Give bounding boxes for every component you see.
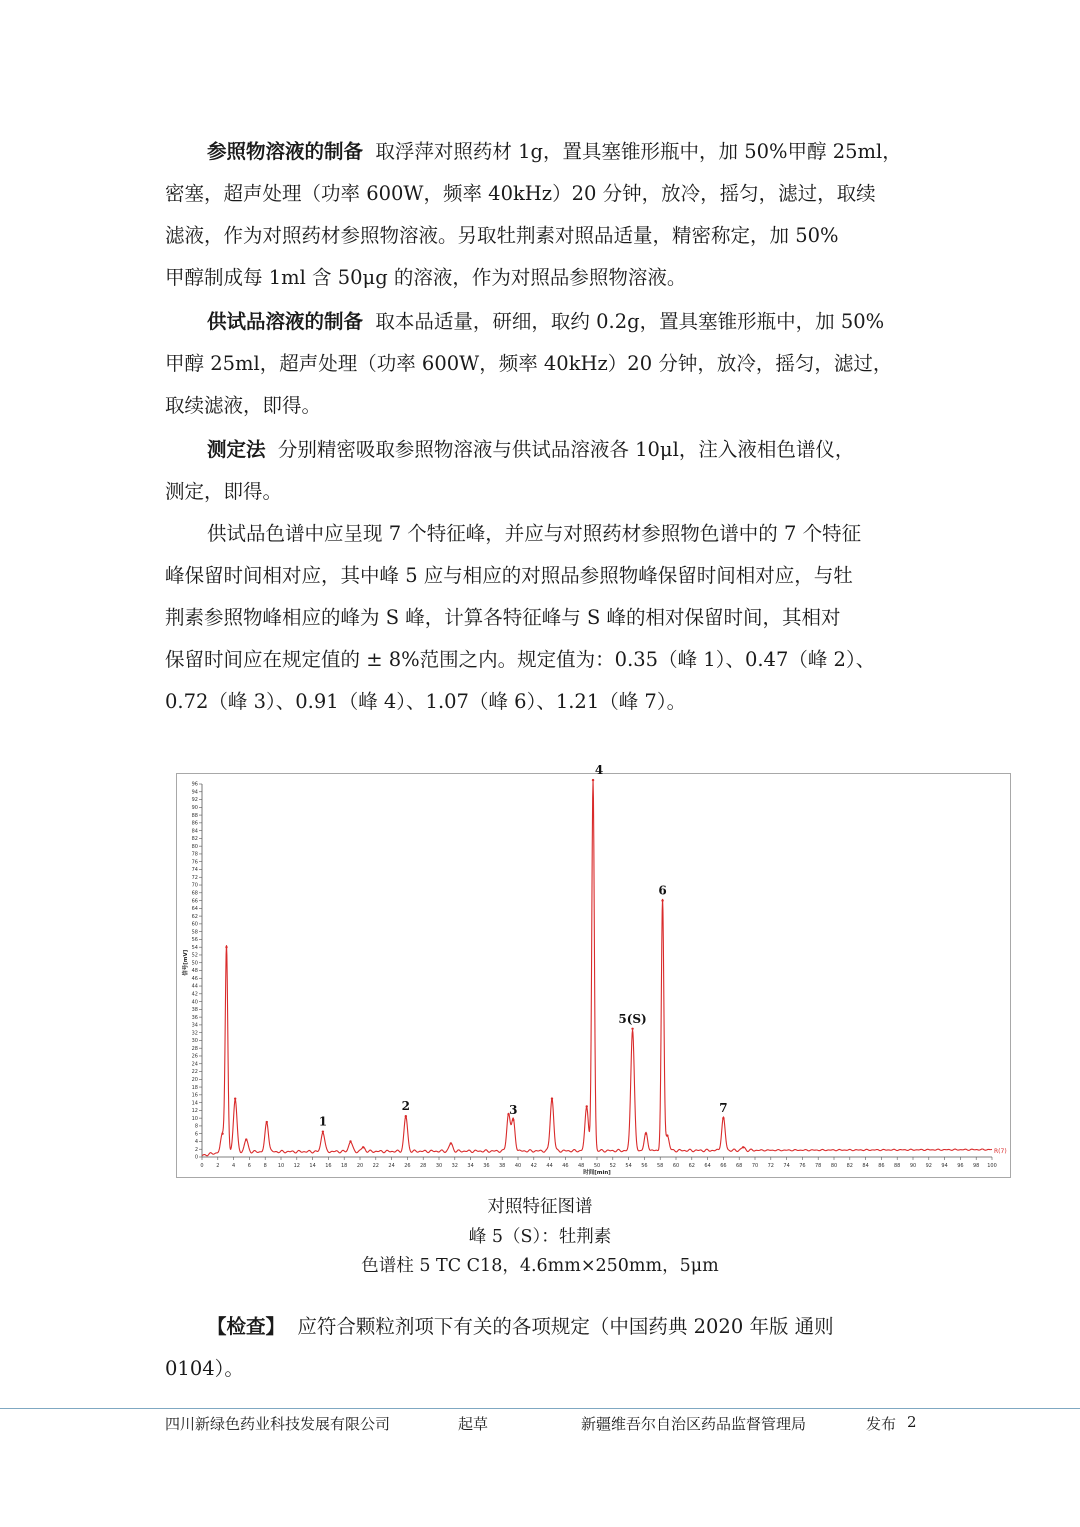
- y-tick-label: 94: [191, 789, 198, 796]
- x-tick-label: 56: [641, 1163, 648, 1169]
- x-tick-label: 18: [341, 1163, 348, 1169]
- x-tick-label: 22: [372, 1163, 379, 1169]
- peak-marker: [450, 1142, 452, 1144]
- x-tick-label: 52: [609, 1163, 616, 1169]
- x-tick-label: 34: [467, 1163, 474, 1169]
- method-heading: 测定法: [207, 438, 266, 461]
- x-tick-label: 66: [720, 1163, 727, 1169]
- para-line: 滤液，作为对照药材参照物溶液。另取牡荆素对照品适量，精密称定，加 50%: [165, 224, 839, 247]
- peak-marker: [645, 1132, 647, 1134]
- x-tick-label: 76: [799, 1163, 806, 1169]
- x-tick-label: 38: [499, 1163, 506, 1169]
- para-line: 取本品适量，研细，取约 0.2g，置具塞锥形瓶中，加 50%: [375, 310, 885, 333]
- ref-solution-paragraph: [165, 131, 917, 299]
- peak-label: 1: [318, 1114, 328, 1129]
- para-line: 取续滤液，即得。: [165, 394, 322, 417]
- footer-publisher: 新疆维吾尔自治区药品监督管理局: [581, 1415, 807, 1433]
- peak-marker: [592, 779, 594, 781]
- y-tick-label: 66: [191, 898, 198, 905]
- x-tick-label: 80: [830, 1163, 838, 1169]
- y-tick-label: 20: [191, 1076, 198, 1083]
- y-tick-label: 40: [191, 999, 198, 1006]
- footer-divider: [0, 1408, 1080, 1409]
- x-tick-label: 90: [909, 1163, 917, 1169]
- x-tick-label: 64: [704, 1163, 711, 1169]
- peak-marker: [661, 899, 663, 901]
- y-tick-label: 50: [191, 960, 198, 967]
- chromatogram-figure: [176, 763, 1011, 1178]
- x-tick-label: 14: [309, 1163, 316, 1169]
- x-tick-label: 54: [625, 1163, 632, 1169]
- x-tick-label: 10: [277, 1163, 285, 1169]
- x-tick-label: 100: [987, 1163, 997, 1169]
- x-tick-label: 92: [925, 1163, 932, 1169]
- y-tick-label: 82: [191, 836, 198, 843]
- x-tick-label: 84: [862, 1163, 869, 1169]
- chromatogram-trace: [202, 780, 992, 1156]
- y-tick-label: 42: [191, 991, 198, 998]
- x-tick-label: 70: [751, 1163, 759, 1169]
- x-tick-label: 24: [388, 1163, 395, 1169]
- peak-marker: [362, 1146, 364, 1148]
- peak-label: 3: [509, 1103, 518, 1118]
- y-tick-label: 90: [191, 805, 198, 812]
- para-line: 应符合颗粒剂项下有关的各项规定（中国药典 2020 年版 通则: [297, 1315, 834, 1338]
- y-tick-label: 72: [191, 874, 198, 881]
- chromatogram-chart: [177, 763, 1010, 1177]
- y-tick-label: 28: [191, 1045, 198, 1052]
- peak-marker: [722, 1117, 724, 1119]
- inspection-paragraph: [165, 1306, 917, 1390]
- peak-marker: [266, 1121, 268, 1123]
- x-tick-label: 42: [530, 1163, 537, 1169]
- y-tick-label: 10: [191, 1115, 198, 1122]
- series-label: R(7): [994, 1148, 1007, 1156]
- para-line: 分别精密吸取参照物溶液与供试品溶液各 10μl，注入液相色谱仪，: [277, 438, 855, 461]
- para-line: 供试品色谱中应呈现 7 个特征峰，并应与对照药材参照物色谱中的 7 个特征: [207, 522, 862, 545]
- para-line: 荆素参照物峰相应的峰为 S 峰，计算各特征峰与 S 峰的相对保留时间，其相对: [165, 606, 841, 629]
- y-tick-label: 2: [194, 1146, 198, 1153]
- para-line: 取浮萍对照药材 1g，置具塞锥形瓶中，加 50%甲醇 25ml，: [375, 140, 902, 163]
- x-tick-label: 44: [546, 1163, 553, 1169]
- y-tick-label: 4: [194, 1139, 198, 1146]
- x-tick-label: 0: [200, 1163, 204, 1169]
- y-tick-label: 38: [191, 1007, 198, 1014]
- requirement-paragraph: [165, 513, 917, 723]
- peak-marker: [631, 1028, 633, 1030]
- peak-marker: [551, 1098, 553, 1100]
- x-tick-label: 6: [247, 1163, 251, 1169]
- y-tick-label: 74: [191, 867, 198, 874]
- footer-drafter-role: 起草: [458, 1415, 489, 1433]
- test-solution-paragraph: [165, 301, 917, 427]
- y-tick-label: 60: [191, 921, 198, 928]
- x-tick-label: 62: [688, 1163, 695, 1169]
- x-axis-label: 时间[min]: [583, 1170, 611, 1176]
- peak-marker: [586, 1105, 588, 1107]
- figure-title: 对照特征图谱: [487, 1197, 593, 1217]
- y-tick-label: 70: [191, 882, 198, 889]
- x-tick-label: 78: [815, 1163, 822, 1169]
- peak-label: 4: [594, 763, 604, 778]
- y-tick-label: 0: [194, 1154, 198, 1161]
- peak-marker: [349, 1140, 351, 1142]
- para-line: 密塞，超声处理（功率 600W，频率 40kHz）20 分钟，放冷，摇匀，滤过，取续: [165, 182, 876, 205]
- y-tick-label: 52: [191, 952, 198, 959]
- x-tick-label: 30: [435, 1163, 443, 1169]
- x-tick-label: 2: [216, 1163, 220, 1169]
- inspection-heading: 【检查】: [207, 1315, 286, 1338]
- peak-marker: [405, 1115, 407, 1117]
- ref-solution-heading: 参照物溶液的制备: [207, 140, 364, 163]
- x-tick-label: 82: [846, 1163, 853, 1169]
- y-tick-label: 34: [191, 1022, 198, 1029]
- x-tick-label: 72: [767, 1163, 774, 1169]
- para-line: 峰保留时间相对应，其中峰 5 应与相应的对照品参照物峰保留时间相对应，与牡: [165, 564, 853, 587]
- peak-label: 5(S): [618, 1011, 647, 1026]
- x-tick-label: 46: [562, 1163, 569, 1169]
- x-tick-label: 28: [420, 1163, 427, 1169]
- footer-publisher-role: 发布: [866, 1415, 897, 1433]
- x-tick-label: 94: [941, 1163, 948, 1169]
- y-tick-label: 6: [194, 1131, 198, 1138]
- y-tick-label: 78: [191, 851, 198, 858]
- x-tick-label: 68: [736, 1163, 743, 1169]
- y-tick-label: 26: [191, 1053, 198, 1060]
- para-line: 甲醇制成每 1ml 含 50μg 的溶液，作为对照品参照物溶液。: [165, 266, 687, 289]
- peak-marker: [512, 1119, 514, 1121]
- x-tick-label: 16: [325, 1163, 332, 1169]
- x-tick-label: 36: [483, 1163, 490, 1169]
- peak-marker: [234, 1098, 236, 1100]
- para-line: 0104）。: [165, 1357, 244, 1380]
- y-tick-label: 8: [194, 1123, 198, 1130]
- y-tick-label: 14: [191, 1100, 198, 1107]
- para-line: 0.72（峰 3）、0.91（峰 4）、1.07（峰 6）、1.21（峰 7）。: [165, 690, 687, 713]
- x-tick-label: 96: [957, 1163, 964, 1169]
- x-tick-label: 86: [878, 1163, 885, 1169]
- x-tick-label: 26: [404, 1163, 411, 1169]
- peak-marker: [225, 946, 227, 948]
- y-tick-label: 92: [191, 797, 198, 804]
- x-tick-label: 74: [783, 1163, 790, 1169]
- y-tick-label: 64: [191, 906, 198, 913]
- peak-marker: [245, 1138, 247, 1140]
- peak-marker: [221, 1132, 223, 1134]
- x-tick-label: 20: [356, 1163, 364, 1169]
- method-paragraph: [165, 429, 917, 513]
- y-tick-label: 86: [191, 820, 198, 827]
- peak-marker: [742, 1146, 744, 1148]
- y-tick-label: 48: [191, 968, 198, 975]
- test-solution-heading: 供试品溶液的制备: [207, 310, 364, 333]
- figure-column-note: 色谱柱 5 TC C18，4.6mm×250mm，5μm: [361, 1256, 719, 1276]
- x-tick-label: 98: [973, 1163, 980, 1169]
- x-tick-label: 4: [232, 1163, 236, 1169]
- para-line: 甲醇 25ml，超声处理（功率 600W，频率 40kHz）20 分钟，放冷，摇匀，滤过，: [165, 352, 893, 375]
- peak-marker: [322, 1131, 324, 1133]
- para-line: 保留时间应在规定值的 ± 8%范围之内。规定值为：0.35（峰 1）、0.47（峰 2）、: [165, 648, 876, 671]
- y-tick-label: 58: [191, 929, 198, 936]
- y-tick-label: 88: [191, 812, 198, 819]
- y-tick-label: 62: [191, 913, 198, 920]
- y-tick-label: 84: [191, 828, 198, 835]
- x-tick-label: 48: [578, 1163, 585, 1169]
- x-tick-label: 12: [293, 1163, 300, 1169]
- peak-marker: [666, 1134, 668, 1136]
- y-tick-label: 36: [191, 1014, 198, 1021]
- y-tick-label: 68: [191, 890, 198, 897]
- x-tick-label: 40: [514, 1163, 522, 1169]
- figure-peak-note: 峰 5（S）：牡荆素: [468, 1227, 612, 1247]
- y-tick-label: 76: [191, 859, 198, 866]
- x-tick-label: 88: [894, 1163, 901, 1169]
- para-line: 测定，即得。: [165, 480, 283, 503]
- x-tick-label: 8: [263, 1163, 267, 1169]
- y-tick-label: 54: [191, 944, 198, 951]
- y-tick-label: 30: [191, 1038, 198, 1045]
- x-tick-label: 60: [672, 1163, 680, 1169]
- y-axis-label: 信号[mV]: [183, 949, 189, 976]
- x-tick-label: 50: [593, 1163, 601, 1169]
- x-tick-label: 32: [451, 1163, 458, 1169]
- y-tick-label: 80: [191, 843, 198, 850]
- y-tick-label: 16: [191, 1092, 198, 1099]
- peak-label: 7: [719, 1101, 728, 1116]
- y-tick-label: 56: [191, 937, 198, 944]
- footer-drafter: 四川新绿色药业科技发展有限公司: [165, 1415, 391, 1433]
- peak-label: 6: [658, 883, 667, 898]
- y-tick-label: 46: [191, 975, 198, 982]
- y-tick-label: 96: [191, 781, 198, 788]
- peak-label: 2: [401, 1099, 410, 1114]
- y-tick-label: 32: [191, 1030, 198, 1037]
- x-tick-label: 58: [657, 1163, 664, 1169]
- y-tick-label: 22: [191, 1069, 198, 1076]
- y-tick-label: 44: [191, 983, 198, 990]
- y-tick-label: 18: [191, 1084, 198, 1091]
- footer-page-number: 2: [907, 1413, 917, 1431]
- y-tick-label: 12: [191, 1108, 198, 1115]
- y-tick-label: 24: [191, 1061, 198, 1068]
